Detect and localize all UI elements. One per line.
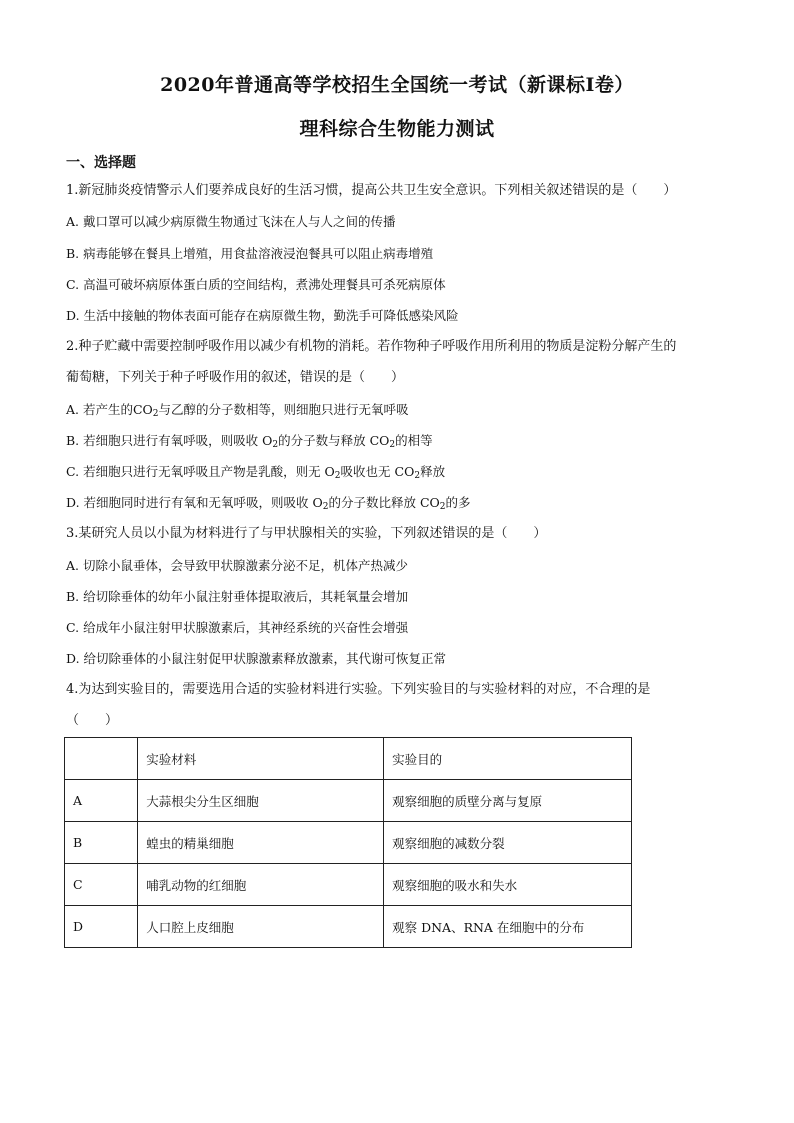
question-4-stem-line1: 4.为达到实验目的，需要选用合适的实验材料进行实验。下列实验目的与实验材料的对应，不合理的是 xyxy=(66,682,651,697)
question-1-option-a: A. 戴口罩可以减少病原微生物通过飞沫在人与人之间的传播 xyxy=(66,214,396,229)
page-subtitle: 理科综合生物能力测试 xyxy=(299,118,495,140)
question-3-option-b: B. 给切除垂体的幼年小鼠注射垂体提取液后，其耗氧量会增加 xyxy=(66,589,409,604)
question-2-stem-line2: 葡萄糖，下列关于种子呼吸作用的叙述，错误的是（ ） xyxy=(66,370,405,385)
table-header-cell xyxy=(65,738,138,780)
table-header-material: 实验材料 xyxy=(138,738,384,780)
question-1-stem: 1.新冠肺炎疫情警示人们要养成良好的生活习惯，提高公共卫生安全意识。下列相关叙述错误的是（ ） xyxy=(66,183,677,198)
section-heading: 一、选择题 xyxy=(66,155,136,171)
question-2-option-d: D. 若细胞同时进行有氧和无氧呼吸，则吸收 $O_2$的分子数比释放 $CO_2$的多 xyxy=(66,495,471,512)
table-header-row xyxy=(65,738,632,780)
question-3-option-d: D. 给切除垂体的小鼠注射促甲状腺激素释放激素，其代谢可恢复正常 xyxy=(66,651,447,666)
table-cell-option: C xyxy=(65,864,138,906)
question-2-stem-line1: 2.种子贮藏中需要控制呼吸作用以减少有机物的消耗。若作物种子呼吸作用所利用的物质是淀粉分解产生的 xyxy=(66,339,677,354)
table-cell-option: D xyxy=(65,906,138,948)
question-2-option-c: C. 若细胞只进行无氧呼吸且产物是乳酸，则无 $O_2$吸收也无 $CO_2$释放 xyxy=(66,464,446,481)
table-cell-option: B xyxy=(65,822,138,864)
experiment-table xyxy=(64,737,632,948)
question-3-stem: 3.某研究人员以小鼠为材料进行了与甲状腺相关的实验，下列叙述错误的是（ ） xyxy=(66,526,547,541)
table-cell-purpose: 观察 DNA、RNA 在细胞中的分布 xyxy=(384,906,632,948)
table-row xyxy=(65,864,632,906)
table-cell-option: A xyxy=(65,780,138,822)
table-row xyxy=(65,906,632,948)
page-title: 2020年普通高等学校招生全国统一考试（新课标Ⅰ卷） xyxy=(160,74,634,96)
question-1-option-c: C. 高温可破坏病原体蛋白质的空间结构，煮沸处理餐具可杀死病原体 xyxy=(66,277,446,292)
table-row xyxy=(65,822,632,864)
table-cell-material: 蝗虫的精巢细胞 xyxy=(138,822,384,864)
table-cell-material: 大蒜根尖分生区细胞 xyxy=(138,780,384,822)
question-2-option-b: B. 若细胞只进行有氧呼吸，则吸收 $O_2$的分子数与释放 $CO_2$的相等 xyxy=(66,433,433,450)
table-cell-material: 人口腔上皮细胞 xyxy=(138,906,384,948)
table-cell-purpose: 观察细胞的质壁分离与复原 xyxy=(384,780,632,822)
table-cell-purpose: 观察细胞的吸水和失水 xyxy=(384,864,632,906)
table-row xyxy=(65,780,632,822)
question-2-option-a: A. 若产生的$CO_2$与乙醇的分子数相等，则细胞只进行无氧呼吸 xyxy=(66,402,409,419)
table-header-purpose: 实验目的 xyxy=(384,738,632,780)
question-1-option-d: D. 生活中接触的物体表面可能存在病原微生物，勤洗手可降低感染风险 xyxy=(66,308,459,323)
question-3-option-c: C. 给成年小鼠注射甲状腺激素后，其神经系统的兴奋性会增强 xyxy=(66,620,409,635)
question-4-stem-line2: （ ） xyxy=(66,713,119,728)
table-cell-purpose: 观察细胞的减数分裂 xyxy=(384,822,632,864)
question-1-option-b: B. 病毒能够在餐具上增殖，用食盐溶液浸泡餐具可以阻止病毒增殖 xyxy=(66,246,434,261)
table-cell-material: 哺乳动物的红细胞 xyxy=(138,864,384,906)
question-3-option-a: A. 切除小鼠垂体，会导致甲状腺激素分泌不足，机体产热减少 xyxy=(66,558,408,573)
